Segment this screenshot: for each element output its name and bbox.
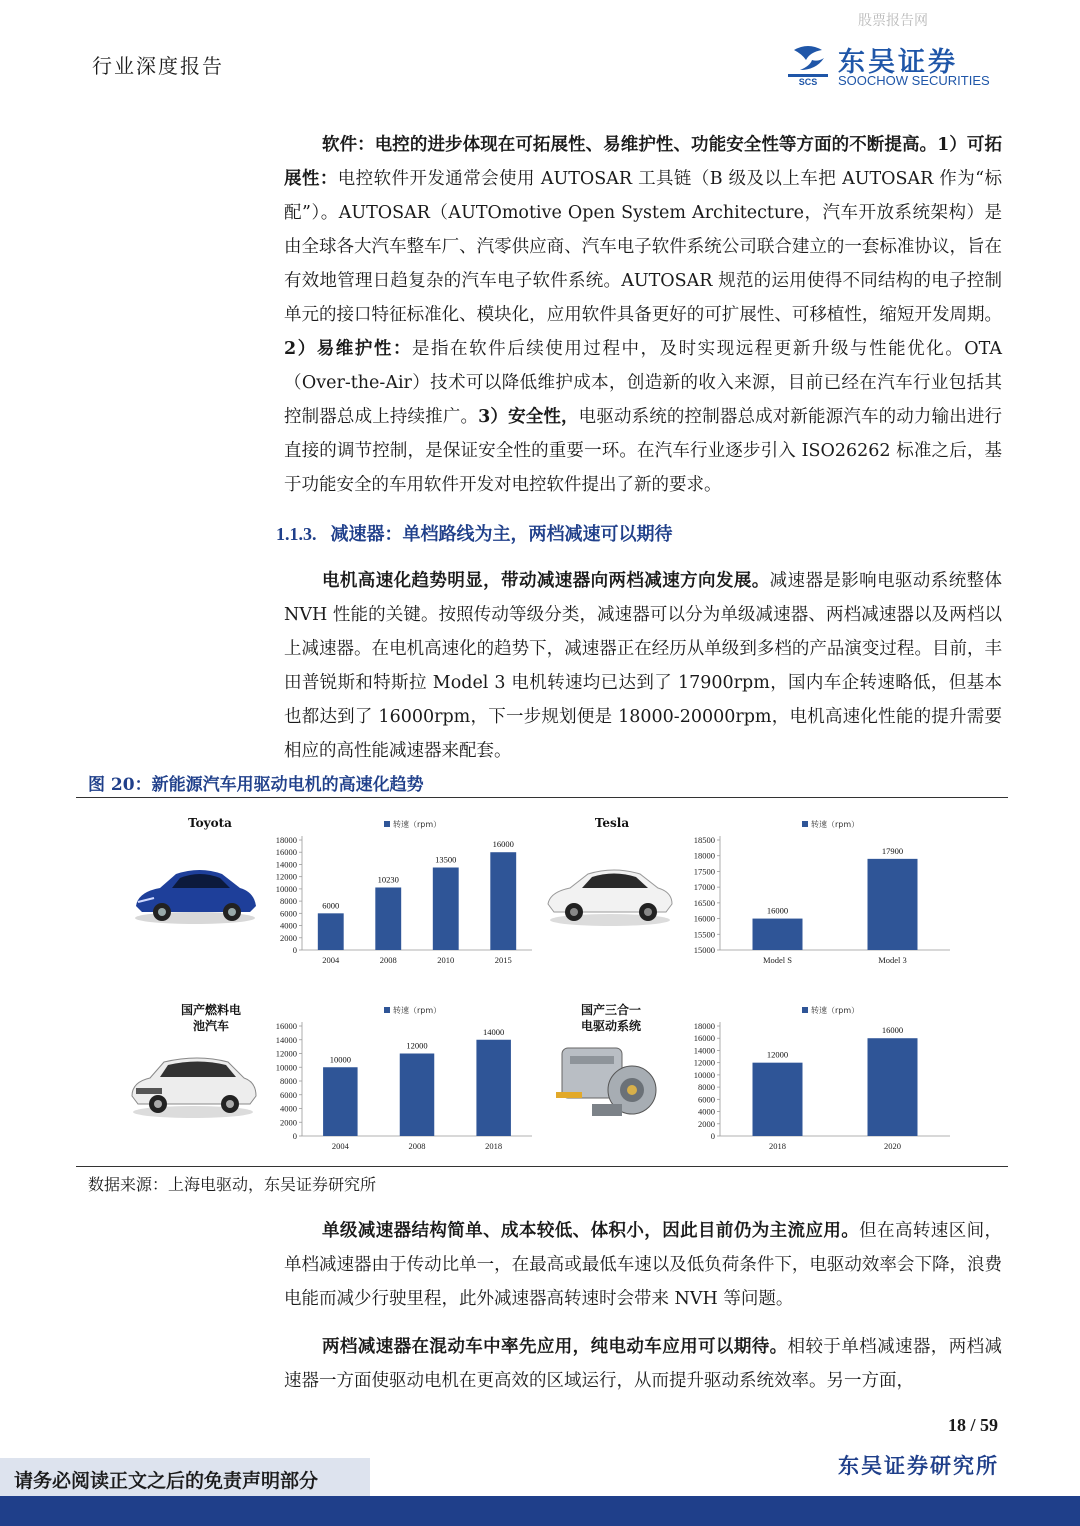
bar <box>476 1040 511 1136</box>
y-tick-label: 16000 <box>275 847 297 858</box>
disclaimer-banner <box>0 1458 370 1500</box>
y-tick-label: 16500 <box>693 897 715 908</box>
y-tick-label: 14000 <box>275 1034 297 1045</box>
y-tick-label: 10000 <box>693 1069 715 1080</box>
legend-swatch <box>802 821 808 827</box>
y-tick-label: 12000 <box>693 1057 715 1068</box>
footer-firm-name: 东吴证券研究所 <box>838 1453 999 1478</box>
y-tick-label: 14000 <box>693 1045 715 1056</box>
reducer-paragraph <box>284 564 1002 768</box>
logo-cn-name: 东吴证券 <box>838 47 958 78</box>
y-tick-label: 2000 <box>698 1118 715 1129</box>
data-label: 17900 <box>881 845 904 856</box>
tesla-car-image <box>544 858 676 928</box>
panel-title-3in1: 国产三合一 电驱动系统 <box>580 1003 641 1033</box>
single-reducer-text: 但在高转速区间，单档减速器由于传动比单一，在最高或最低车速以及低负荷条件下，电驱动效率会下降，浪费电能而减少行驶里程，此外减速器高转速时会带来 NVH 等问题。 <box>284 1221 1003 1309</box>
y-tick-label: 8000 <box>280 1076 297 1086</box>
legend-swatch <box>384 1007 390 1013</box>
disclaimer-text: 请务必阅读正文之后的免责声明部分 <box>14 1470 319 1492</box>
y-tick-label: 10000 <box>275 1062 297 1073</box>
legend-swatch <box>802 1007 808 1013</box>
y-tick-label: 18000 <box>693 1021 715 1031</box>
y-tick-label: 0 <box>292 1131 297 1141</box>
y-tick-label: 16000 <box>693 1033 715 1044</box>
footer-bar <box>0 1496 1080 1526</box>
bar <box>323 1067 357 1136</box>
y-tick-label: 10000 <box>275 883 297 894</box>
figure-top-rule <box>76 797 1008 798</box>
chart-3in1 <box>680 998 960 1158</box>
report-type-label: 行业深度报告 <box>92 54 224 78</box>
y-tick-label: 4000 <box>698 1106 715 1117</box>
y-tick-label: 18000 <box>275 835 297 845</box>
x-tick-label: 2010 <box>437 955 455 965</box>
x-tick-label: 2018 <box>769 1141 786 1151</box>
data-label: 14000 <box>483 1026 505 1037</box>
section-title: 减速器：单档路线为主，两档减速可以期待 <box>330 524 673 545</box>
software-paragraph <box>284 128 1002 502</box>
watermark: 股票报告网 <box>858 13 928 29</box>
x-tick-label: 2018 <box>485 1141 503 1151</box>
bar <box>753 1063 803 1136</box>
bar <box>868 1038 918 1136</box>
figure-source: 数据来源：上海电驱动，东吴证券研究所 <box>88 1175 377 1194</box>
data-label: 12000 <box>406 1040 428 1051</box>
y-tick-label: 17000 <box>693 882 715 893</box>
legend-label: 转速（rpm） <box>811 1006 860 1015</box>
y-tick-label: 6000 <box>280 908 297 919</box>
data-label: 13500 <box>435 854 457 865</box>
reducer-lead: 电机高速化趋势明显，带动减速器向两档减速方向发展。 <box>322 571 770 591</box>
figure-caption: 图 20：新能源汽车用驱动电机的高速化趋势 <box>88 775 424 795</box>
x-tick-label: Model S <box>762 955 793 965</box>
software-text-1: 电控软件开发通常会使用 AUTOSAR 工具链（B 级及以上车把 AUTOSAR 作为“标配”）。AUTOSAR（AUTOmotive Open System Architecture，汽车开放系统架构）是由全球各大汽车整车厂、汽零供应商、汽车电子软件系统公司联合建立的一套标准协议，旨在有效地管理日趋复杂的汽车电子软件系统。AUTOSAR 规范的运用使得不同结构的电子控制单元的接口特征标准化、模块化，应用软件具备更好的可扩展性、可移植性，缩短开发周期。 <box>284 169 1002 325</box>
y-tick-label: 0 <box>710 1131 715 1141</box>
data-label: 16000 <box>881 1025 904 1036</box>
y-tick-label: 8000 <box>698 1082 715 1093</box>
two-speed-text: 相较于单档减速器，两档减速器一方面使驱动电机在更高效的区域运行，从而提升驱动系统效率。另一方面， <box>284 1337 1003 1391</box>
y-tick-label: 18000 <box>693 850 715 861</box>
y-tick-label: 15000 <box>693 945 715 955</box>
logo-abbr: SCS <box>798 77 818 86</box>
chart-tesla <box>680 812 960 972</box>
toyota-car-image <box>130 858 260 928</box>
y-tick-label: 18500 <box>693 835 715 845</box>
x-tick-label: 2008 <box>408 1141 426 1151</box>
legend-label: 转速（rpm） <box>393 1006 442 1015</box>
data-label: 16000 <box>492 839 514 850</box>
single-reducer-paragraph <box>284 1214 1002 1316</box>
software-lead-3: 3）安全性， <box>478 407 579 427</box>
y-tick-label: 6000 <box>698 1094 715 1105</box>
y-tick-label: 8000 <box>280 896 297 907</box>
y-tick-label: 15500 <box>693 929 715 940</box>
y-tick-label: 14000 <box>275 859 297 870</box>
software-lead: 软件：电控的进步体现在可拓展性、易维护性、功能安全性等方面的不断提高。1）可拓展性： <box>284 135 1002 189</box>
software-text-3: 电驱动系统的控制器总成对新能源汽车的动力输出进行直接的调节控制，是保证安全性的重要一环。在汽车行业逐步引入 ISO26262 标准之后，基于功能安全的车用软件开发对电控软件提出了新的要求。 <box>284 407 1003 495</box>
bar <box>318 913 344 950</box>
chart-toyota <box>262 812 542 972</box>
software-lead-2: 2）易维护性： <box>284 339 412 359</box>
chart-fuelcell <box>262 998 542 1158</box>
panel-title-toyota: Toyota <box>188 816 232 830</box>
data-label: 10230 <box>377 874 399 885</box>
bar <box>490 852 516 950</box>
data-label: 16000 <box>766 905 789 916</box>
bar <box>868 859 918 950</box>
data-label: 10000 <box>329 1054 351 1065</box>
two-speed-lead: 两档减速器在混动车中率先应用，纯电动车应用可以期待。 <box>322 1337 788 1357</box>
bar <box>375 887 401 950</box>
page-number: 18 / 59 <box>948 1415 999 1435</box>
single-reducer-lead: 单级减速器结构简单、成本较低、体积小，因此目前仍为主流应用。 <box>322 1221 860 1241</box>
panel-title-tesla: Tesla <box>594 816 630 830</box>
section-number: 1.1.3. <box>276 524 317 544</box>
x-tick-label: Model 3 <box>878 955 907 965</box>
company-logo <box>786 40 1004 90</box>
edrive-system-image <box>552 1034 666 1130</box>
bar <box>400 1054 435 1137</box>
legend-label: 转速（rpm） <box>811 820 860 829</box>
x-tick-label: 2015 <box>494 955 512 965</box>
y-tick-label: 16000 <box>693 913 715 924</box>
y-tick-label: 12000 <box>275 871 297 882</box>
data-label: 6000 <box>322 900 340 911</box>
bar <box>433 868 459 951</box>
x-tick-label: 2004 <box>322 955 340 965</box>
reducer-text: 减速器是影响电驱动系统整体 NVH 性能的关键。按照传动等级分类，减速器可以分为单级减速器、两档减速器以及两档以上减速器。在电机高速化的趋势下，减速器正在经历从单级到多档的产品演变过程。目前，丰田普锐斯和特斯拉 Model 3 电机转速均已达到了 17900rpm，国内车企转速略低，但基本也都达到了 16000rpm，下一步规划便是 18000-20000rpm，电机高速化性能的提升需要相应的高性能减速器来配套。 <box>284 571 1003 761</box>
legend-label: 转速（rpm） <box>393 820 442 829</box>
section-heading <box>276 520 673 546</box>
panel-title-fuelcell: 国产燃料电 池汽车 <box>180 1003 241 1033</box>
x-tick-label: 2004 <box>331 1141 349 1151</box>
x-tick-label: 2008 <box>379 955 397 965</box>
two-speed-paragraph <box>284 1330 1002 1398</box>
software-text-2: 是指在软件后续使用过程中，及时实现远程更新升级与性能优化。OTA（Over-the-Air）技术可以降低维护成本，创造新的收入来源，目前已经在汽车行业包括其控制器总成上持续推广。 <box>284 339 1002 427</box>
y-tick-label: 4000 <box>280 1103 297 1114</box>
y-tick-label: 4000 <box>280 920 297 931</box>
logo-mark-icon <box>786 40 832 86</box>
y-tick-label: 6000 <box>280 1089 297 1100</box>
y-tick-label: 2000 <box>280 932 297 943</box>
y-tick-label: 16000 <box>275 1021 297 1031</box>
y-tick-label: 2000 <box>280 1117 297 1128</box>
y-tick-label: 0 <box>292 945 297 955</box>
legend-swatch <box>384 821 390 827</box>
data-label: 12000 <box>766 1049 789 1060</box>
bar <box>753 919 803 950</box>
y-tick-label: 12000 <box>275 1048 297 1059</box>
x-tick-label: 2020 <box>884 1141 901 1151</box>
y-tick-label: 17500 <box>693 866 715 877</box>
fuelcell-car-image <box>128 1048 258 1120</box>
figure-bottom-rule <box>76 1166 1008 1167</box>
logo-en-name: SOOCHOW SECURITIES <box>838 73 990 88</box>
